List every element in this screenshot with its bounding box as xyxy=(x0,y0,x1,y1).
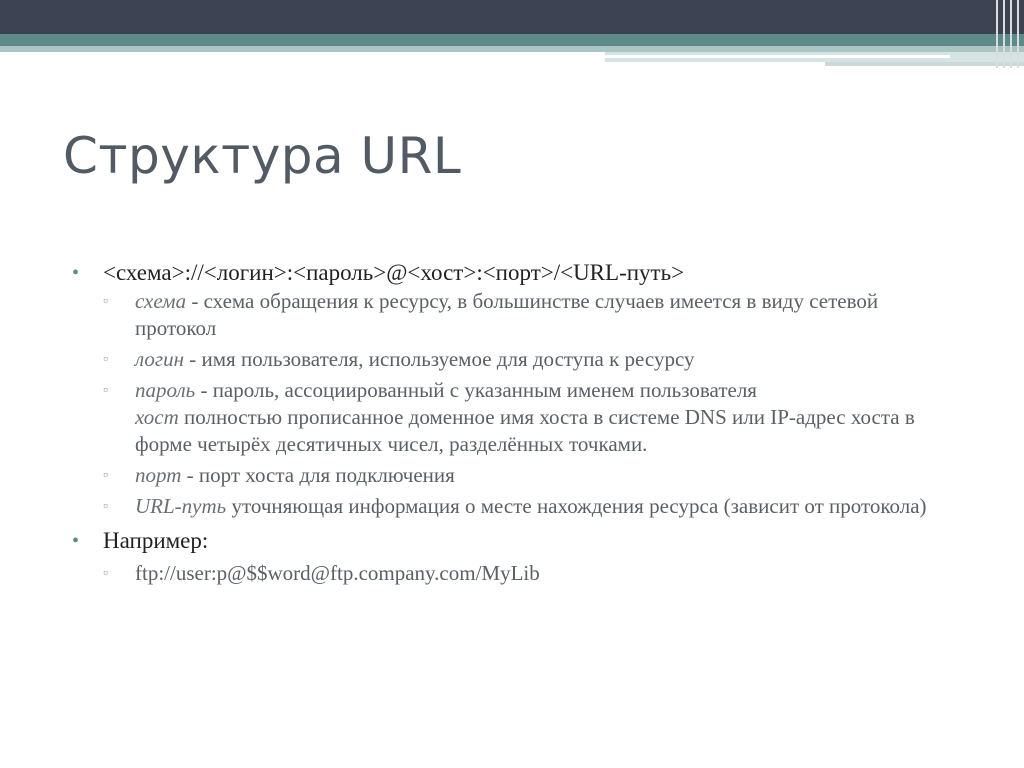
term-label: логин xyxy=(135,347,185,371)
bullet-dot-icon: • xyxy=(72,262,80,284)
term-description: - схема обращения к ресурсу, в большинстве случаев имеется в виду сетевой протокол xyxy=(135,289,879,340)
term-description: полностью прописанное доменное имя хоста в системе DNS или IP-адрес хоста в форме четырёх десятичных чисел, разделённых точками. xyxy=(135,405,915,456)
square-bullet-icon: ▫ xyxy=(103,383,108,398)
list-item-text: <схема>://<логин>:<пароль>@<хост>:<порт>/<URL-путь> xyxy=(103,260,685,285)
sublist-item-example-url xyxy=(103,560,962,587)
bullet-dot-icon: • xyxy=(72,530,80,552)
term-label: хост xyxy=(135,405,179,429)
square-bullet-icon: ▫ xyxy=(103,294,108,309)
list-item-example xyxy=(72,526,962,556)
example-url-text: ftp://user:p@$$word@ftp.company.com/MyLib xyxy=(135,561,540,585)
accent-stripe-highlight xyxy=(605,55,950,58)
square-bullet-icon: ▫ xyxy=(103,499,108,514)
square-bullet-icon: ▫ xyxy=(103,468,108,483)
sublist-item-url-path xyxy=(103,493,962,520)
term-description: - пароль, ассоциированный с указанным именем пользователя xyxy=(195,378,757,402)
sublist-item-scheme xyxy=(103,288,962,342)
slide-content xyxy=(72,258,962,587)
decorative-lines xyxy=(994,0,1024,68)
accent-stripe xyxy=(0,34,1024,46)
term-label: порт xyxy=(135,463,182,487)
header-bar xyxy=(0,0,1024,34)
list-item-text: Например: xyxy=(103,528,209,553)
term-label: пароль xyxy=(135,378,196,402)
square-bullet-icon: ▫ xyxy=(103,566,108,581)
term-description: уточняющая информация о месте нахождения ресурса (зависит от протокола) xyxy=(226,494,927,518)
term-description: - порт хоста для подключения xyxy=(181,463,455,487)
sublist-item-port xyxy=(103,462,962,489)
term-label: схема xyxy=(135,289,187,313)
term-description: - имя пользователя, используемое для доступа к ресурсу xyxy=(184,347,695,371)
term-label: URL-путь xyxy=(135,494,227,518)
list-item-url-syntax xyxy=(72,258,962,288)
square-bullet-icon: ▫ xyxy=(103,352,108,367)
slide-title: Структура URL xyxy=(63,127,462,185)
sublist-item-password xyxy=(103,377,962,458)
sublist-item-login xyxy=(103,346,962,373)
